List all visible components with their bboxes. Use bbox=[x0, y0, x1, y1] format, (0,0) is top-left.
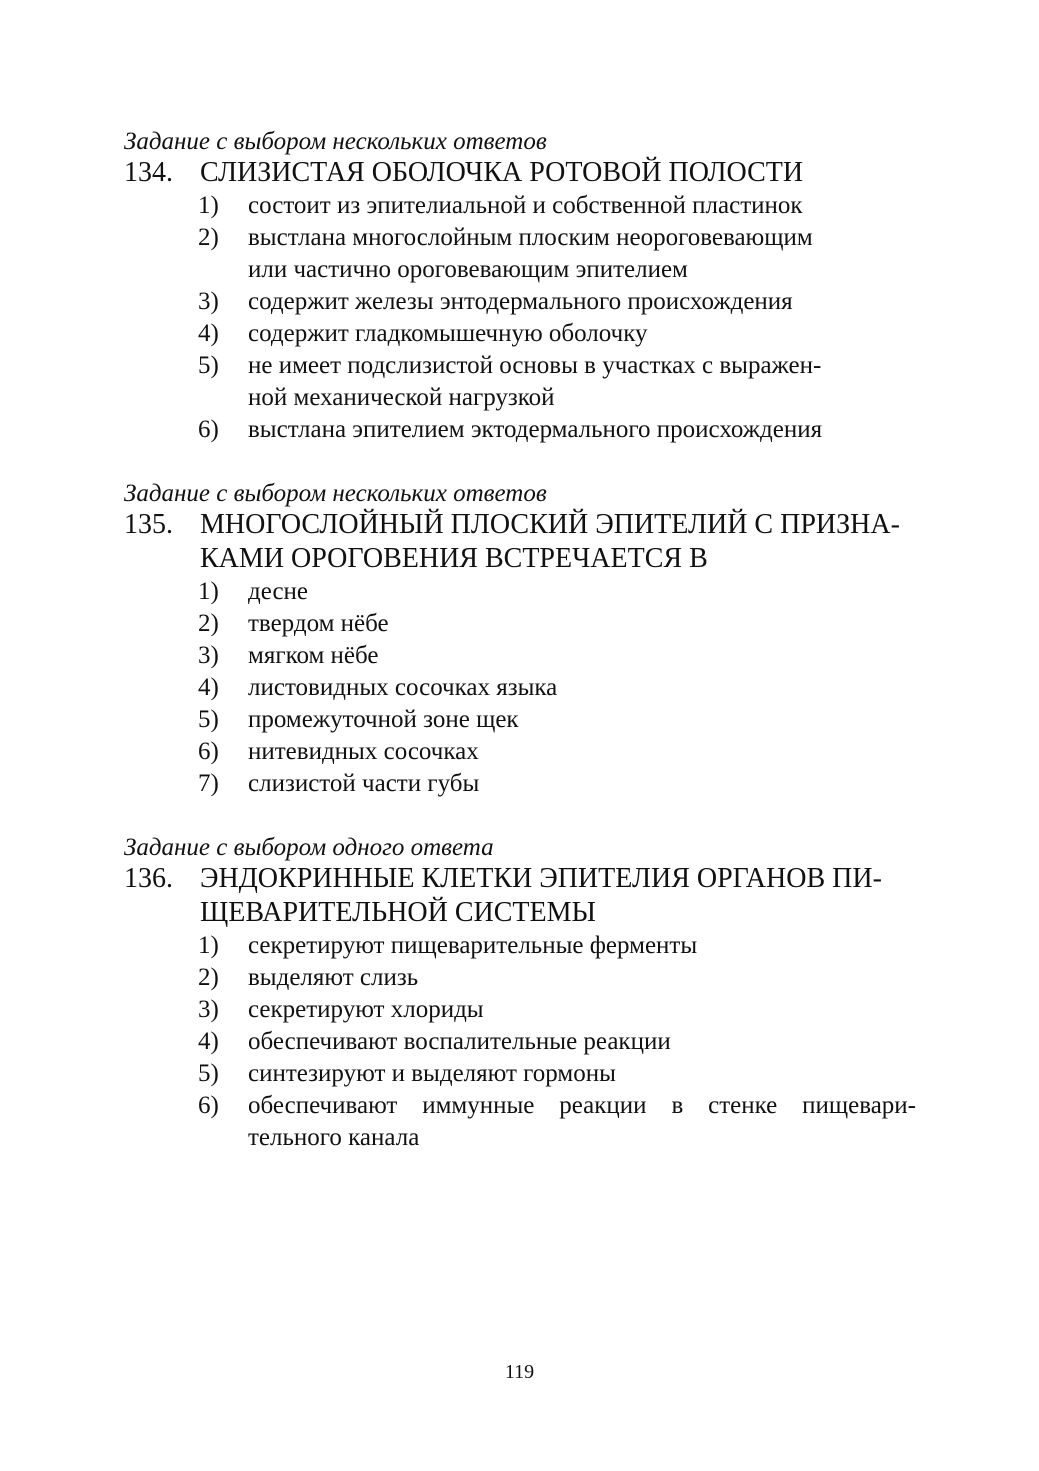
option-text-line: промежуточной зоне щек bbox=[248, 706, 519, 733]
option-text bbox=[248, 576, 928, 608]
question-title-line: КАМИ ОРОГОВЕНИЯ ВСТРЕЧАЕТСЯ В bbox=[200, 543, 708, 574]
option-text bbox=[248, 286, 928, 318]
option-text bbox=[248, 350, 928, 414]
option-text bbox=[248, 736, 928, 768]
option-text-line: десне bbox=[248, 578, 309, 605]
option-text bbox=[248, 1090, 916, 1154]
option-text-line: или частично ороговевающим эпителием bbox=[248, 256, 688, 283]
question-title bbox=[200, 862, 900, 930]
question-title-line: ЩЕВАРИТЕЛЬНОЙ СИСТЕМЫ bbox=[200, 897, 596, 928]
question-title-line: МНОГОСЛОЙНЫЙ ПЛОСКИЙ ЭПИТЕЛИЙ С ПРИЗНА- bbox=[200, 509, 900, 540]
option-text-line: ной механической нагрузкой bbox=[248, 384, 555, 411]
option-text bbox=[248, 994, 928, 1026]
option-text-line: состоит из эпителиальной и собственной пластинок bbox=[248, 192, 803, 219]
option-text-line: выстлана эпителием эктодермального происхождения bbox=[248, 416, 823, 443]
option-text-line: обеспечивают воспалительные реакции bbox=[248, 1028, 671, 1055]
option-number: 3) bbox=[198, 288, 219, 315]
option-number: 1) bbox=[198, 192, 219, 219]
option-text-line: слизистой части губы bbox=[248, 770, 480, 797]
option-text-line: секретируют пищеварительные ферменты bbox=[248, 932, 698, 959]
option-text bbox=[248, 222, 928, 286]
option-text bbox=[248, 190, 928, 222]
option-number: 6) bbox=[198, 738, 219, 765]
option-text bbox=[248, 930, 928, 962]
option-text-line: тельного канала bbox=[248, 1124, 420, 1151]
question-title bbox=[200, 508, 900, 576]
question-number: 136. bbox=[124, 863, 173, 894]
option-text bbox=[248, 608, 928, 640]
option-number: 4) bbox=[198, 1028, 219, 1055]
option-number: 1) bbox=[198, 578, 219, 605]
option-number: 6) bbox=[198, 1092, 219, 1119]
option-text-line: обеспечивают иммунные реакции в стенке пищевари- bbox=[248, 1092, 916, 1119]
option-number: 7) bbox=[198, 770, 219, 797]
option-text bbox=[248, 414, 928, 446]
option-text-line: секретируют хлориды bbox=[248, 996, 484, 1023]
option-text bbox=[248, 1026, 928, 1058]
option-number: 4) bbox=[198, 320, 219, 347]
option-number: 2) bbox=[198, 224, 219, 251]
option-text-line: листовидных сосочках языка bbox=[248, 674, 558, 701]
option-number: 2) bbox=[198, 610, 219, 637]
page-number: 119 bbox=[504, 1361, 535, 1383]
task-type-label: Задание с выбором нескольких ответов bbox=[124, 480, 547, 507]
option-number: 3) bbox=[198, 642, 219, 669]
question-title bbox=[200, 156, 900, 190]
option-number: 4) bbox=[198, 674, 219, 701]
option-text bbox=[248, 640, 928, 672]
option-text-line: выделяют слизь bbox=[248, 964, 419, 991]
task-type-label: Задание с выбором нескольких ответов bbox=[124, 128, 547, 155]
option-text-line: не имеет подслизистой основы в участках с выражен- bbox=[248, 352, 822, 379]
question-number: 134. bbox=[124, 157, 173, 188]
option-text bbox=[248, 704, 928, 736]
option-text-line: мягком нёбе bbox=[248, 642, 379, 669]
option-text bbox=[248, 672, 928, 704]
question-number: 135. bbox=[124, 509, 173, 540]
option-text-line: нитевидных сосочках bbox=[248, 738, 479, 765]
option-number: 6) bbox=[198, 416, 219, 443]
option-text-line: содержит гладкомышечную оболочку bbox=[248, 320, 648, 347]
question-title-line: СЛИЗИСТАЯ ОБОЛОЧКА РОТОВОЙ ПОЛОСТИ bbox=[200, 157, 804, 188]
option-number: 5) bbox=[198, 1060, 219, 1087]
option-text bbox=[248, 318, 928, 350]
question-title-line: ЭНДОКРИННЫЕ КЛЕТКИ ЭПИТЕЛИЯ ОРГАНОВ ПИ- bbox=[200, 863, 882, 894]
option-text bbox=[248, 768, 928, 800]
option-number: 1) bbox=[198, 932, 219, 959]
option-number: 2) bbox=[198, 964, 219, 991]
option-text-line: синтезируют и выделяют гормоны bbox=[248, 1060, 616, 1087]
option-text-line: твердом нёбе bbox=[248, 610, 389, 637]
option-number: 3) bbox=[198, 996, 219, 1023]
option-text bbox=[248, 962, 928, 994]
option-text-line: выстлана многослойным плоским неороговевающим bbox=[248, 224, 813, 251]
option-number: 5) bbox=[198, 706, 219, 733]
option-number: 5) bbox=[198, 352, 219, 379]
option-text-line: содержит железы энтодермального происхождения bbox=[248, 288, 793, 315]
task-type-label: Задание с выбором одного ответа bbox=[124, 834, 494, 861]
option-text bbox=[248, 1058, 928, 1090]
